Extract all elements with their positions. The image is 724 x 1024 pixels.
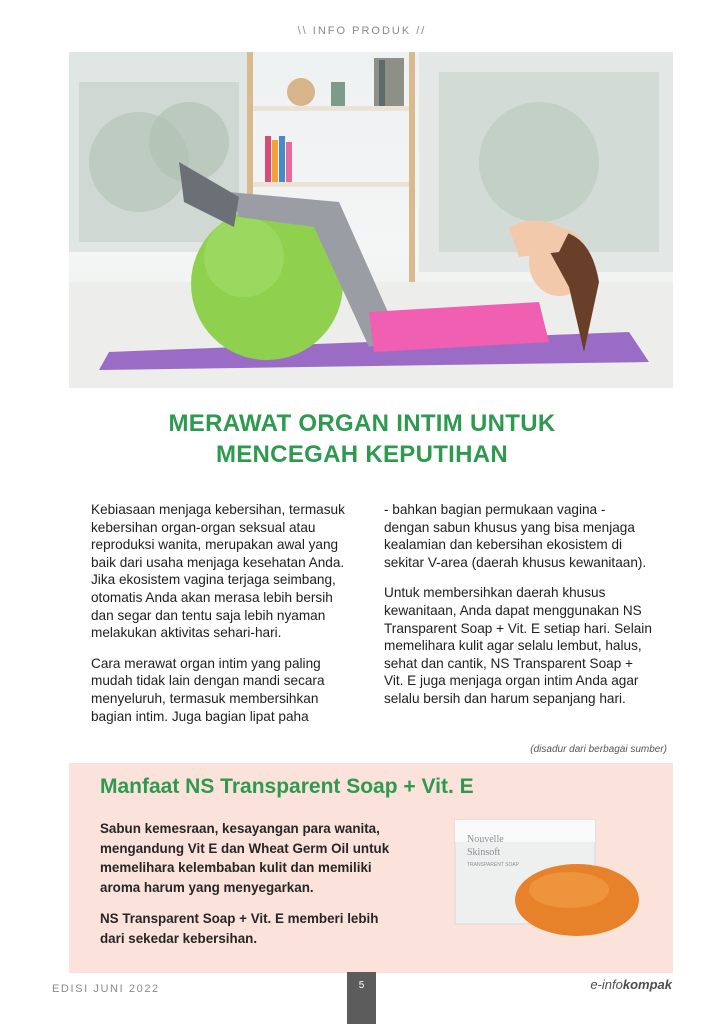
brand-bold: kompak	[622, 977, 672, 992]
paragraph: Kebiasaan menjaga kebersihan, termasuk kebersihan organ-organ seksual atau reproduksi wanita, merupakan awal yang baik dari usaha menjaga kesehatan Anda. Jika ekosistem vagina terjaga seimbang, otomatis Anda akan merasa lebih bersih dan segar dan tentu saja lebih nyaman melakukan aktivitas sehari-hari.	[91, 502, 345, 641]
article-title-line-1: MERAWAT ORGAN INTIM UNTUK	[168, 410, 556, 437]
brand-logo	[590, 977, 672, 992]
benefit-box	[69, 763, 673, 973]
soap-product-image	[453, 818, 643, 938]
article-title-line-2: MENCEGAH KEPUTIHAN	[215, 441, 509, 468]
article-column-right	[384, 501, 652, 721]
brand-prefix: e-info	[590, 977, 623, 992]
benefit-text	[100, 819, 400, 961]
section-label: \\ INFO PRODUK //	[297, 25, 427, 37]
source-note: (disadur dari berbagai sumber)	[530, 744, 667, 755]
hero-photo	[69, 52, 673, 388]
edition-label: EDISI JUNI 2022	[52, 983, 160, 995]
product-box-text-2: Skinsoft	[467, 847, 501, 858]
benefit-paragraph: Sabun kemesraan, kesayangan para wanita, mengandung Vit E dan Wheat Germ Oil untuk memelihara kelembaban kulit dan memiliki aroma harum yang menyegarkan.	[100, 821, 390, 895]
benefit-paragraph: NS Transparent Soap + Vit. E memberi lebih dari sekedar kebersihan.	[100, 911, 379, 946]
product-box-text-1: Nouvelle	[467, 834, 504, 845]
woman-exercise-ball-photo-icon	[69, 52, 673, 388]
article-column-left	[91, 501, 353, 738]
product-box-text-3: TRANSPARENT SOAP	[467, 862, 520, 868]
paragraph: - bahkan bagian permukaan vagina - dengan sabun khusus yang bisa menjaga kealamian dan kebersihan ekosistem di sekitar V-area (daerah khusus kewanitaan).	[384, 502, 647, 570]
paragraph: Cara merawat organ intim yang paling mudah tidak lain dengan mandi secara menyeluruh, termasuk membersihkan bagian intim. Juga bagian lipat paha	[91, 655, 325, 724]
page-number: 5	[358, 980, 365, 991]
paragraph: Untuk membersihkan daerah khusus kewanitaan, Anda dapat menggunakan NS Transparent Soap + Vit. E setiap hari. Selain memelihara kulit agar selalu lembut, halus, sehat dan cantik, NS Transparent Soap + Vit. E juga menjaga organ intim Anda agar selalu bersih dan harum sepanjang hari.	[384, 585, 652, 706]
article-title	[69, 408, 655, 470]
benefit-title: Manfaat NS Transparent Soap + Vit. E	[100, 775, 474, 798]
